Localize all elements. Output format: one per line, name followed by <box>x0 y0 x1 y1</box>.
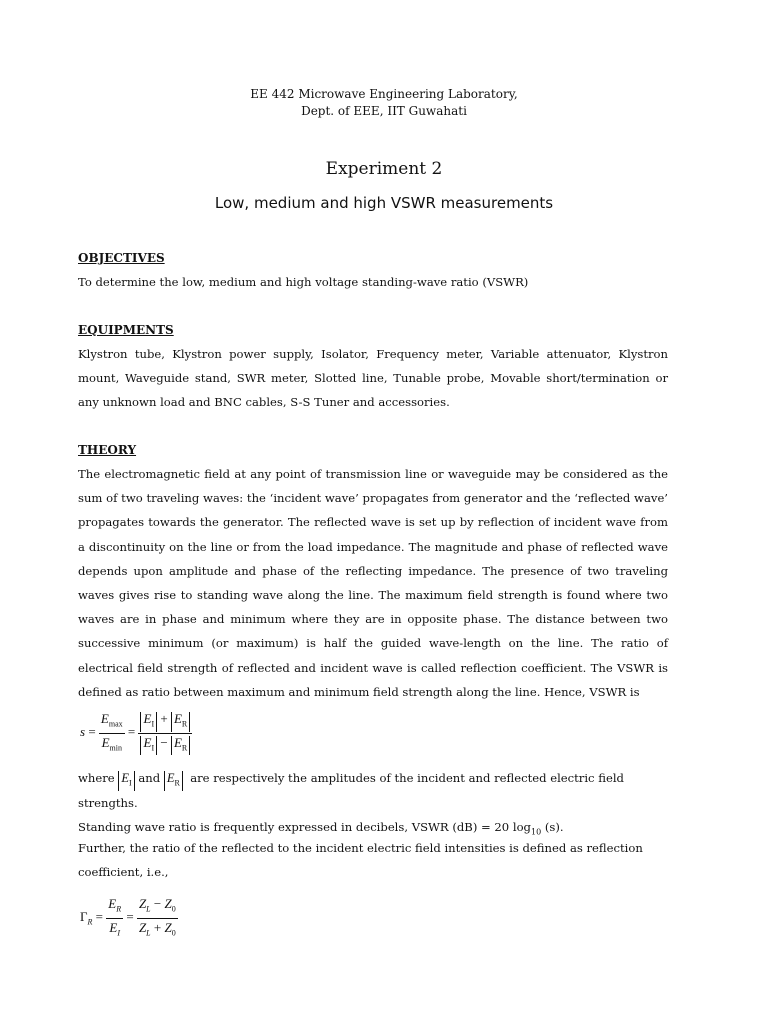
equipments-heading: EQUIPMENTS <box>78 323 174 337</box>
equipments-section <box>78 322 668 415</box>
gamma-symbol: $\Gamma_R$ <box>80 909 93 927</box>
impedance-fraction: $\frac{Z_L - Z_0}{Z_L + Z_0}$ <box>138 896 176 938</box>
definitions-section <box>78 766 668 844</box>
equals-sign: = <box>127 724 136 740</box>
incident-field-magnitude: $E_I$ <box>118 771 134 791</box>
experiment-subtitle: Low, medium and high VSWR measurements <box>214 194 554 212</box>
theory-section <box>78 442 668 704</box>
department: Dept. of EEE, IIT Guwahati <box>301 104 467 118</box>
where-line: where $E_I$ and $E_R$ are respectively the amplitudes of the incident and reflected electric field strengths. <box>78 771 624 810</box>
reflection-coefficient-equation: $\Gamma_R$ = $\frac{E_R}{E_I}$ = $\frac{Z_L - Z_0}{Z_L + Z_0}$ <box>80 896 178 940</box>
equipments-text: Klystron tube, Klystron power supply, Isolator, Frequency meter, Variable attenuator, Klystron mount, Waveguide stand, SWR meter, Slotted line, Tunable probe, Movable short/termination or any unknown load and BNC cables, S-S Tuner and accessories. <box>78 347 668 410</box>
reflected-field-magnitude: $E_R$ <box>164 771 183 791</box>
er-over-ei-fraction: $\frac{E_R}{E_I}$ <box>108 896 122 938</box>
vswr-equation <box>80 711 192 755</box>
theory-paragraph: The electromagnetic field at any point of transmission line or waveguide may be considered as the sum of two traveling waves: the ‘incident wave’ propagates from generator and the ‘reflected wave’ propagates towards the generator. The reflected wave is set up by reflection of incident wave from a discontinuity on the line or from the load impedance. The magnitude and phase of reflected wave depends upon amplitude and phase of the reflecting impedance. The presence of two traveling waves gives rise to standing wave along the line. The maximum field strength is found where two waves are in phase and minimum where they are in opposite phase. The distance between two successive minimum (or maximum) is half the guided wave-length on the line. The ratio of electrical field strength of reflected and incident wave is called reflection coefficient. The VSWR is defined as ratio between maximum and minimum field strength along the line. Hence, VSWR is <box>78 467 668 699</box>
magnitude-fraction: $\frac{E_I + E_R}{E_I - E_R}$ <box>138 711 192 755</box>
experiment-title: Experiment 2 <box>325 159 443 179</box>
course-title: EE 442 Microwave Engineering Laboratory, <box>250 87 518 101</box>
course-header <box>0 86 768 120</box>
objectives-text: To determine the low, medium and high voltage standing-wave ratio (VSWR) <box>78 275 529 289</box>
reflection-coefficient-section <box>78 836 668 884</box>
theory-heading: THEORY <box>78 443 137 457</box>
reflection-coefficient-text: Further, the ratio of the reflected to the incident electric field intensities is defined as reflection coefficient, i.e., <box>78 841 643 880</box>
emax-over-emin-fraction: $\frac{E_{max}}{E_{min}}$ <box>100 711 123 753</box>
objectives-heading: OBJECTIVES <box>78 251 165 265</box>
equals-sign: = <box>88 724 96 740</box>
db-line: Standing wave ratio is frequently expressed in decibels, VSWR (dB) = 20 $\log_{10} (s)$. <box>78 819 564 837</box>
objectives-section <box>78 250 668 294</box>
vswr-symbol: s <box>80 724 86 740</box>
